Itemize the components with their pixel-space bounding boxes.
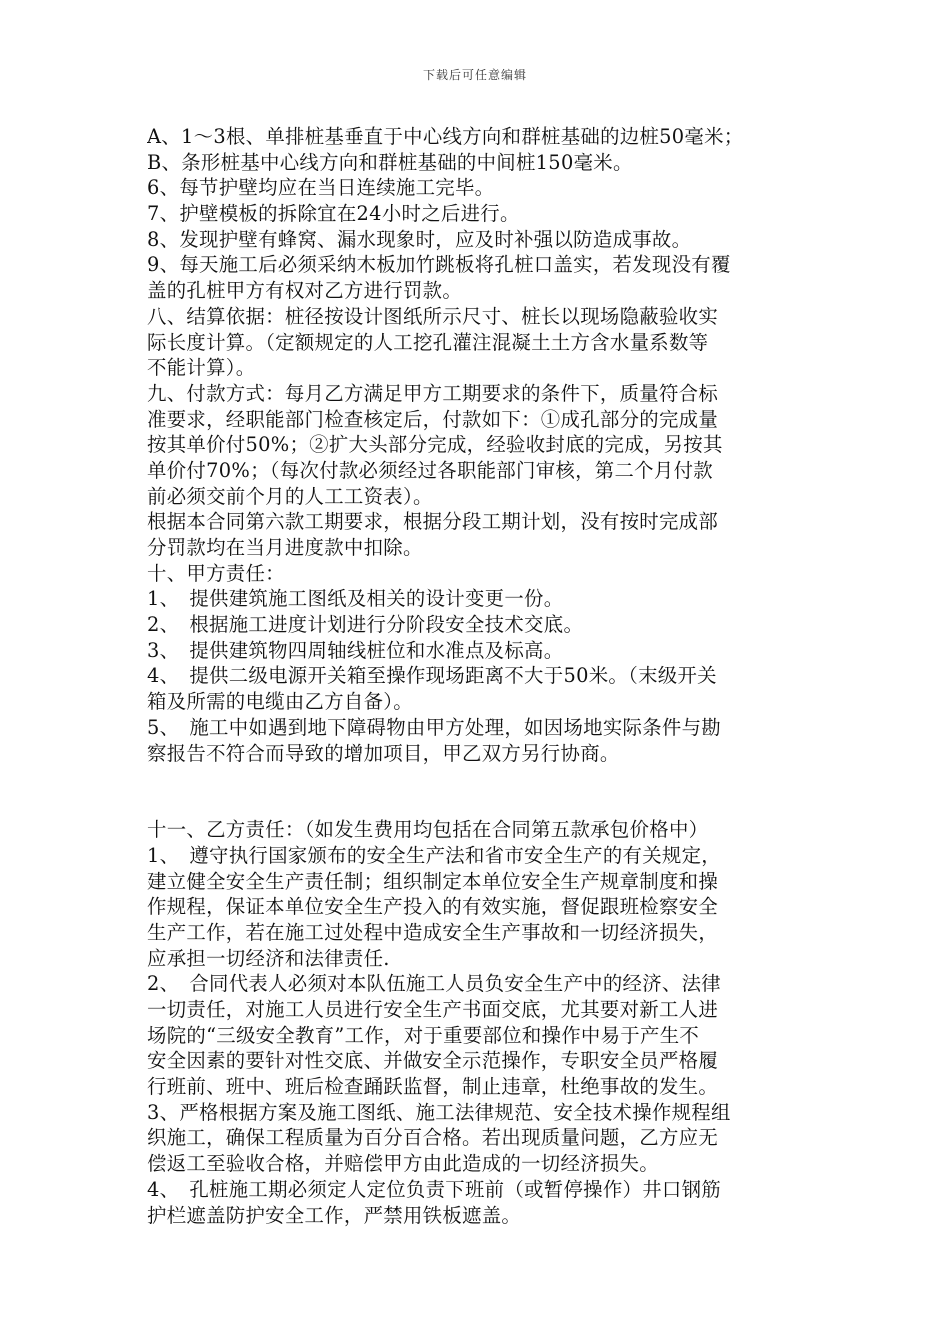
text-line: 应承担一切经济和法律责任. bbox=[147, 946, 390, 970]
text-line: 1、 遵守执行国家颁布的安全生产法和省市安全生产的有关规定， bbox=[147, 843, 721, 867]
text-line: 2、 根据施工进度计划进行分阶段安全技术交底。 bbox=[147, 613, 584, 637]
text-line: 护栏遮盖防护安全工作，严禁用铁板遮盖。 bbox=[147, 1203, 522, 1227]
text-line: 九、付款方式：每月乙方满足甲方工期要求的条件下，质量符合标 bbox=[147, 381, 719, 405]
text-line: 八、结算依据：桩径按设计图纸所示尺寸、桩长以现场隐蔽验收实 bbox=[147, 304, 719, 328]
text-line: 十、甲方责任： bbox=[147, 561, 285, 585]
text-line: 8、发现护壁有蜂窝、漏水现象时，应及时补强以防造成事故。 bbox=[147, 227, 692, 251]
text-line: 按其单价付50%；②扩大头部分完成，经验收封底的完成，另按其 bbox=[147, 433, 723, 457]
text-line: 偿返工至验收合格，并赔偿甲方由此造成的一切经济损失。 bbox=[147, 1152, 659, 1176]
text-line: 1、 提供建筑施工图纸及相关的设计变更一份。 bbox=[147, 587, 564, 611]
text-line: 3、严格根据方案及施工图纸、施工法律规范、安全技术操作规程组 bbox=[147, 1100, 731, 1124]
text-line: 单价付70%；（每次付款必须经过各职能部门审核，第二个月付款 bbox=[147, 458, 713, 482]
text-line: 际长度计算。（定额规定的人工挖孔灌注混凝土土方含水量系数等 bbox=[147, 330, 709, 354]
text-line: 场院的“三级安全教育”工作，对于重要部位和操作中易于产生不 bbox=[147, 1023, 700, 1047]
text-line: 行班前、班中、班后检查踊跃监督，制止违章，杜绝事故的发生。 bbox=[147, 1075, 719, 1099]
text-line: 十一、乙方责任：（如发生费用均包括在合同第五款承包价格中） bbox=[147, 818, 709, 842]
text-line: 6、每节护壁均应在当日连续施工完毕。 bbox=[147, 176, 495, 200]
text-line: 生产工作，若在施工过处程中造成安全生产事故和一切经济损失， bbox=[147, 920, 719, 944]
text-line: 织施工，确保工程质量为百分百合格。若出现质量问题，乙方应无 bbox=[147, 1126, 719, 1150]
text-line: 准要求，经职能部门检查核定后，付款如下：①成孔部分的完成量 bbox=[147, 407, 719, 431]
text-line: A、1～3根、单排桩基垂直于中心线方向和群桩基础的边桩50毫米； bbox=[147, 125, 744, 148]
text-line: 根据本合同第六款工期要求，根据分段工期计划，没有按时完成部 bbox=[147, 510, 719, 534]
text-line: 3、 提供建筑物四周轴线桩位和水准点及标高。 bbox=[147, 638, 564, 662]
text-line: 5、 施工中如遇到地下障碍物由甲方处理，如因场地实际条件与勘 bbox=[147, 715, 721, 739]
text-line: 4、 提供二级电源开关箱至操作现场距离不大于50米。（末级开关 bbox=[147, 664, 717, 688]
text-line: 7、护壁模板的拆除宜在24小时之后进行。 bbox=[147, 202, 520, 226]
section-lines-a bbox=[147, 124, 812, 766]
text-line: 一切责任，对施工人员进行安全生产书面交底，尤其要对新工人进 bbox=[147, 998, 719, 1021]
text-line: B、条形桩基中心线方向和群桩基础的中间桩150毫米。 bbox=[147, 150, 633, 174]
text-line: 箱及所需的电缆由乙方自备）。 bbox=[147, 690, 413, 714]
text-line: 盖的孔桩甲方有权对乙方进行罚款。 bbox=[147, 279, 463, 303]
text-line: 安全因素的要针对性交底、并做安全示范操作，专职安全员严格履 bbox=[147, 1049, 719, 1073]
section-lines-b bbox=[147, 817, 812, 1228]
text-line: 前必须交前个月的人工工资表）。 bbox=[147, 484, 433, 508]
page-header-note: 下载后可任意编辑 bbox=[422, 68, 527, 82]
text-line: 4、 孔桩施工期必须定人定位负责下班前（或暂停操作）井口钢筋 bbox=[147, 1177, 721, 1201]
paragraph-gap bbox=[147, 766, 812, 817]
text-line: 分罚款均在当月进度款中扣除。 bbox=[147, 536, 423, 559]
text-line: 察报告不符合而导致的增加项目，甲乙双方另行协商。 bbox=[147, 741, 620, 765]
text-line: 建立健全安全生产责任制；组织制定本单位安全生产规章制度和操 bbox=[147, 869, 719, 893]
text-line: 作规程，保证本单位安全生产投入的有效实施，督促跟班检察安全 bbox=[147, 895, 719, 919]
text-line: 9、每天施工后必须采纳木板加竹跳板将孔桩口盖实，若发现没有覆 bbox=[147, 253, 731, 277]
text-line: 2、 合同代表人必须对本队伍施工人员负安全生产中的经济、法律 bbox=[147, 972, 721, 996]
document-body bbox=[147, 124, 812, 1228]
text-line: 不能计算）。 bbox=[147, 356, 256, 380]
